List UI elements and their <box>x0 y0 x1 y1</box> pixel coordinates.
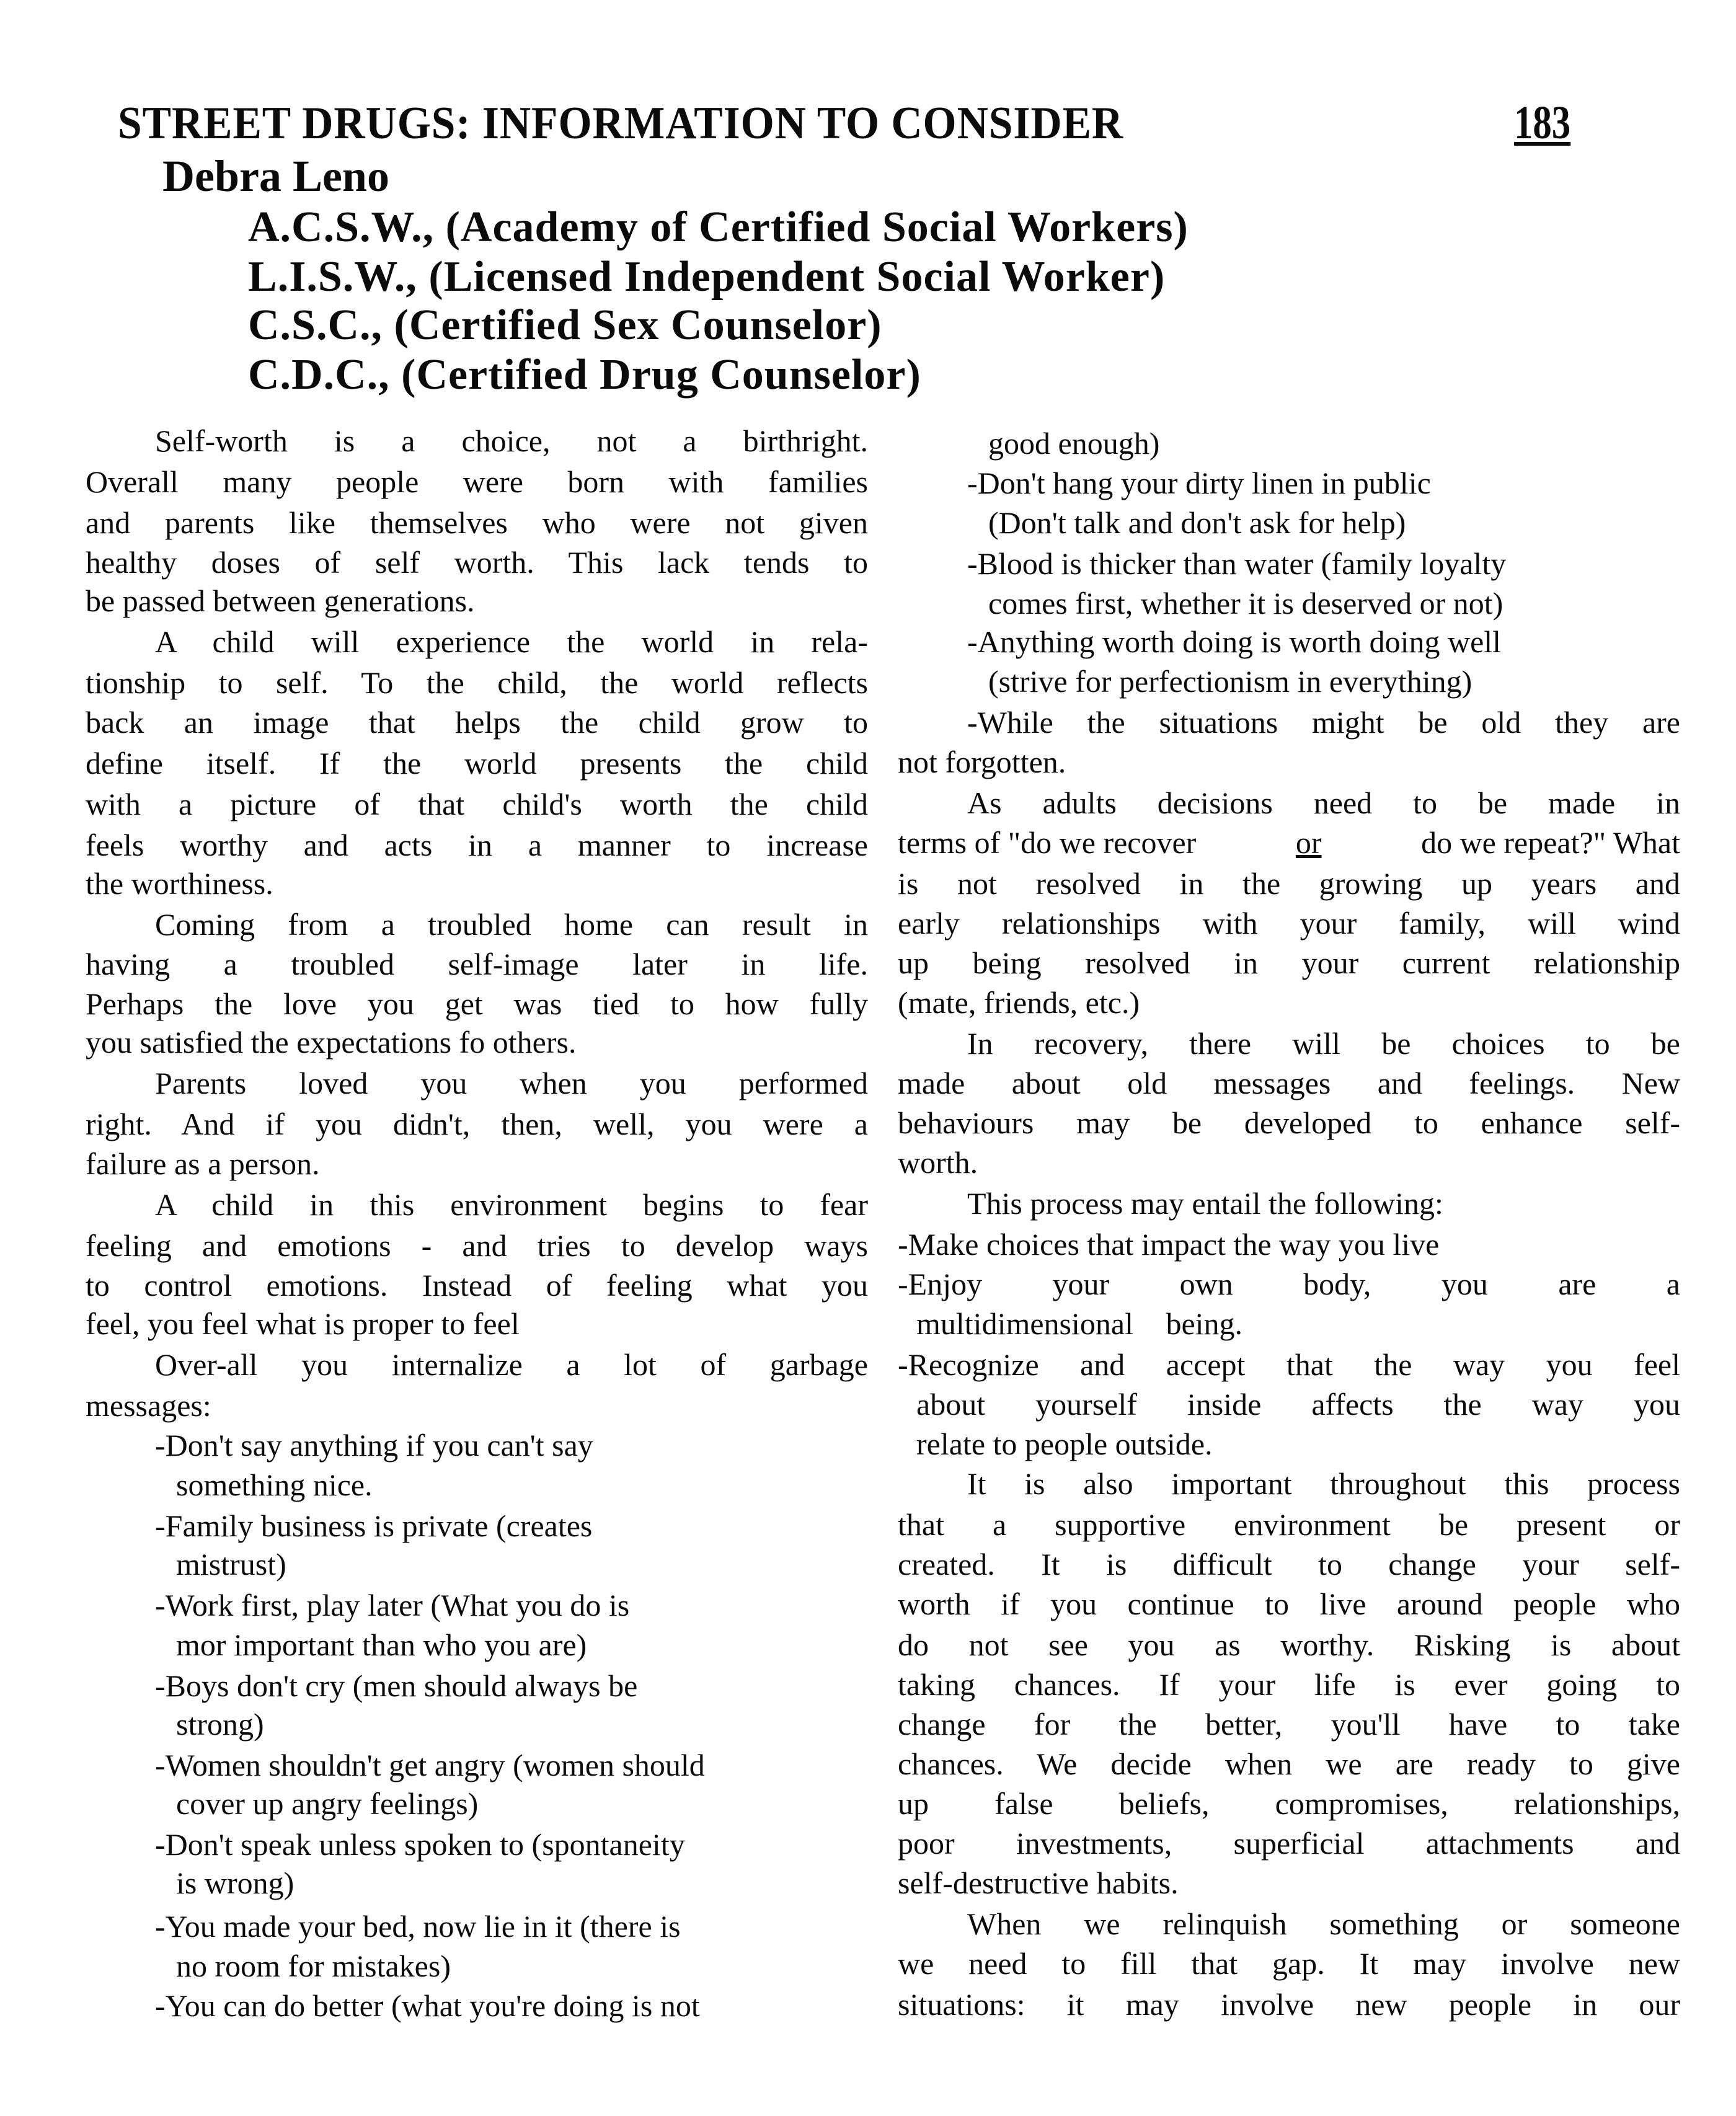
list-item-continuation: (Don't talk and don't ask for help) <box>988 505 1406 540</box>
list-item: -Don't speak unless spoken to (spontaneity <box>155 1827 685 1862</box>
list-item-continuation: (strive for perfectionism in everything) <box>988 664 1472 699</box>
paragraph-line: change for the better, you'll have to take <box>898 1707 1680 1742</box>
list-item: -Family business is private (creates <box>155 1508 593 1543</box>
paragraph-line: you satisfied the expectations fo others. <box>86 1025 577 1060</box>
credential-cdc: C.D.C., (Certified Drug Counselor) <box>248 351 921 399</box>
paragraph-line: In recovery, there will be choices to be <box>967 1026 1680 1061</box>
paragraph-line: healthy doses of self worth. This lack tends to <box>86 545 868 580</box>
paragraph-line: feel, you feel what is proper to feel <box>86 1306 520 1341</box>
list-item-continuation: strong) <box>176 1707 264 1742</box>
paragraph-line: made about old messages and feelings. New <box>898 1066 1680 1100</box>
list-item-continuation: is wrong) <box>176 1866 294 1900</box>
list-item: -Enjoy your own body, you are a <box>898 1267 1680 1301</box>
list-item: -You can do better (what you're doing is not <box>155 1988 700 2023</box>
paragraph-line: messages: <box>86 1388 211 1423</box>
list-item-continuation: multidimensional being. <box>916 1306 1243 1341</box>
paragraph-line: back an image that helps the child grow to <box>86 705 868 740</box>
paragraph-line: When we relinquish something or someone <box>967 1906 1680 1941</box>
list-item-continuation: no room for mistakes) <box>176 1949 451 1983</box>
list-item-continuation: mor important than who you are) <box>176 1627 587 1662</box>
paragraph-line: Perhaps the love you get was tied to how fully <box>86 986 868 1021</box>
paragraph-line: behaviours may be developed to enhance self- <box>898 1105 1680 1140</box>
paragraph-line: failure as a person. <box>86 1146 320 1181</box>
list-item: -Anything worth doing is worth doing well <box>967 624 1502 659</box>
paragraph-line: worth if you continue to live around people who <box>898 1587 1680 1621</box>
paragraph-line: Coming from a troubled home can result in <box>155 907 868 942</box>
list-item: -Blood is thicker than water (family loyalty <box>967 546 1507 581</box>
paragraph-line: A child will experience the world in rela- <box>155 624 868 659</box>
paragraph-line: taking chances. If your life is ever going to <box>898 1667 1680 1702</box>
paragraph-line: Overall many people were born with families <box>86 464 868 499</box>
paragraph-line: do not see you as worthy. Risking is about <box>898 1627 1680 1662</box>
list-item-continuation: something nice. <box>176 1467 373 1502</box>
list-item: -Boys don't cry (men should always be <box>155 1668 638 1703</box>
paragraph-line: feeling and emotions - and tries to develop ways <box>86 1228 868 1263</box>
paragraph-line: Self-worth is a choice, not a birthright. <box>155 423 868 458</box>
paragraph-line: to control emotions. Instead of feeling what you <box>86 1268 868 1303</box>
paragraph-line: feels worthy and acts in a manner to increase <box>86 828 868 862</box>
paragraph-line: up false beliefs, compromises, relationships, <box>898 1786 1680 1821</box>
article-title: STREET DRUGS: INFORMATION TO CONSIDER <box>118 98 1124 149</box>
paragraph-line: situations: it may involve new people in our <box>898 1987 1680 2022</box>
list-item-continuation: good enough) <box>988 426 1160 461</box>
list-item-continuation: cover up angry feelings) <box>176 1786 479 1821</box>
paragraph-line: with a picture of that child's worth the child <box>86 787 868 821</box>
list-item-continuation: relate to people outside. <box>916 1427 1213 1461</box>
paragraph-line: the worthiness. <box>86 866 273 901</box>
credential-acsw: A.C.S.W., (Academy of Certified Social Workers) <box>248 203 1189 251</box>
paragraph-line: not forgotten. <box>898 745 1066 779</box>
credential-lisw: L.I.S.W., (Licensed Independent Social Worker) <box>248 253 1166 301</box>
paragraph-line: is not resolved in the growing up years and <box>898 866 1680 901</box>
text-fragment: do we repeat?" What <box>1421 825 1680 860</box>
paragraph-line: having a troubled self-image later in life. <box>86 947 868 981</box>
paragraph-line: that a supportive environment be present or <box>898 1507 1680 1542</box>
paragraph-line: created. It is difficult to change your self- <box>898 1547 1680 1582</box>
list-item: -Recognize and accept that the way you feel <box>898 1347 1680 1382</box>
paragraph-line: It is also important throughout this process <box>967 1466 1680 1501</box>
paragraph-line <box>898 827 1680 858</box>
list-item-continuation: comes first, whether it is deserved or not) <box>988 586 1504 621</box>
underlined-or: or <box>1295 825 1322 860</box>
list-item-continuation: mistrust) <box>176 1547 286 1582</box>
paragraph-line: chances. We decide when we are ready to give <box>898 1746 1680 1781</box>
text-fragment: terms of "do we recover <box>898 825 1197 860</box>
paragraph-line: define itself. If the world presents the child <box>86 746 868 781</box>
list-item: -You made your bed, now lie in it (there is <box>155 1909 681 1944</box>
list-item: -Don't hang your dirty linen in public <box>967 466 1431 500</box>
paragraph-line: be passed between generations. <box>86 583 475 618</box>
list-item-continuation: about yourself inside affects the way you <box>916 1387 1680 1422</box>
paragraph-line: and parents like themselves who were not given <box>86 505 868 540</box>
paragraph-line: A child in this environment begins to fear <box>155 1187 868 1222</box>
paragraph-line: Over-all you internalize a lot of garbage <box>155 1347 868 1382</box>
list-item: -Don't say anything if you can't say <box>155 1428 593 1463</box>
list-item: -Work first, play later (What you do is <box>155 1588 630 1622</box>
paragraph-line: This process may entail the following: <box>967 1186 1443 1221</box>
paragraph-line: worth. <box>898 1145 978 1180</box>
paragraph-line: we need to fill that gap. It may involve new <box>898 1946 1680 1981</box>
paragraph-line: tionship to self. To the child, the world reflects <box>86 665 868 700</box>
paragraph-line: poor investments, superficial attachments and <box>898 1826 1680 1861</box>
paragraph-line: early relationships with your family, will wind <box>898 906 1680 941</box>
author-name: Debra Leno <box>162 151 389 201</box>
paragraph-line: right. And if you didn't, then, well, you were a <box>86 1107 868 1141</box>
paragraph-line: (mate, friends, etc.) <box>898 985 1140 1020</box>
paragraph-line: self-destructive habits. <box>898 1866 1179 1900</box>
list-item: -Make choices that impact the way you live <box>898 1227 1440 1262</box>
page-number: 183 <box>1514 97 1571 149</box>
list-item: -While the situations might be old they are <box>967 705 1680 740</box>
paragraph-line: up being resolved in your current relationship <box>898 945 1680 980</box>
list-item: -Women shouldn't get angry (women should <box>155 1748 705 1782</box>
paragraph-line: As adults decisions need to be made in <box>967 786 1680 820</box>
paragraph-line: Parents loved you when you performed <box>155 1066 868 1100</box>
credential-csc: C.S.C., (Certified Sex Counselor) <box>248 301 882 349</box>
